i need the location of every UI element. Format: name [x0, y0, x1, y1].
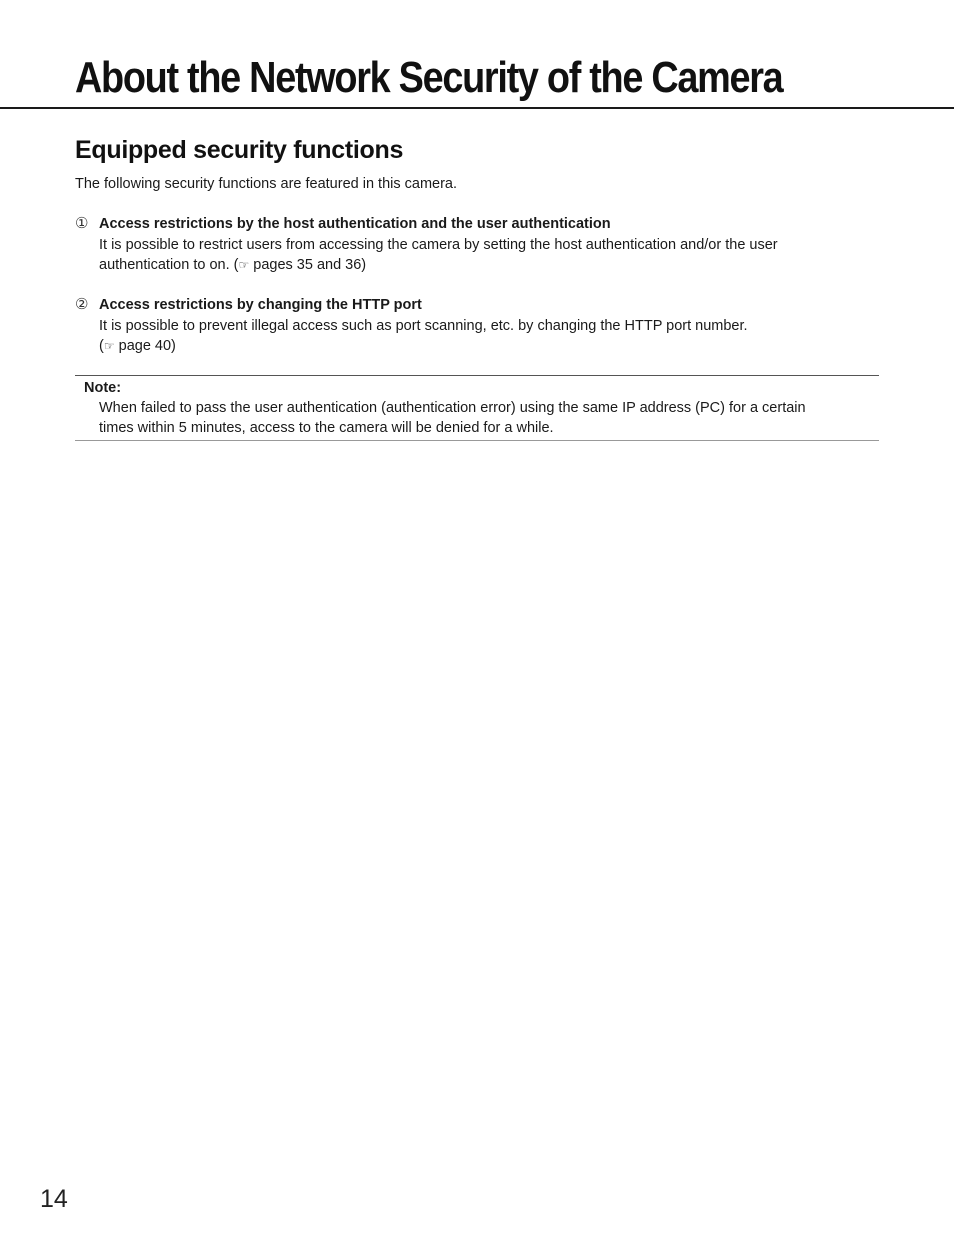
feature-description-line [99, 255, 859, 275]
feature-description-line: It is possible to restrict users from accessing the camera by setting the host authentication and/or the user [99, 237, 778, 253]
note-box [75, 375, 879, 441]
section-intro: The following security functions are featured in this camera. [75, 176, 458, 192]
note-text-line: times within 5 minutes, access to the camera will be denied for a while. [99, 420, 554, 436]
feature-description-text: authentication to on. ( [99, 257, 239, 273]
note-text [99, 398, 874, 438]
title-divider [0, 107, 954, 109]
page-reference: pages 35 and 36) [249, 257, 367, 273]
circled-number-2-icon: ② [75, 296, 89, 313]
feature-description [99, 316, 859, 356]
page-title: About the Network Security of the Camera [75, 53, 783, 102]
pointing-hand-icon: ☞ [238, 258, 250, 272]
feature-description [99, 235, 859, 275]
circled-number-1-icon: ① [75, 215, 89, 232]
section-heading: Equipped security functions [75, 136, 404, 164]
feature-description-line: It is possible to prevent illegal access such as port scanning, etc. by changing the HTTP port number. [99, 318, 748, 334]
pointing-hand-icon: ☞ [103, 339, 115, 353]
feature-title: Access restrictions by changing the HTTP port [99, 297, 422, 313]
note-label: Note: [84, 380, 122, 396]
page-number: 14 [40, 1185, 68, 1213]
feature-description-text: ( [99, 338, 104, 354]
note-text-line: When failed to pass the user authentication (authentication error) using the same IP address (PC) for a certain [99, 400, 806, 416]
page-reference: page 40) [114, 338, 176, 354]
feature-description-line [99, 336, 859, 356]
feature-title: Access restrictions by the host authentication and the user authentication [99, 216, 611, 232]
